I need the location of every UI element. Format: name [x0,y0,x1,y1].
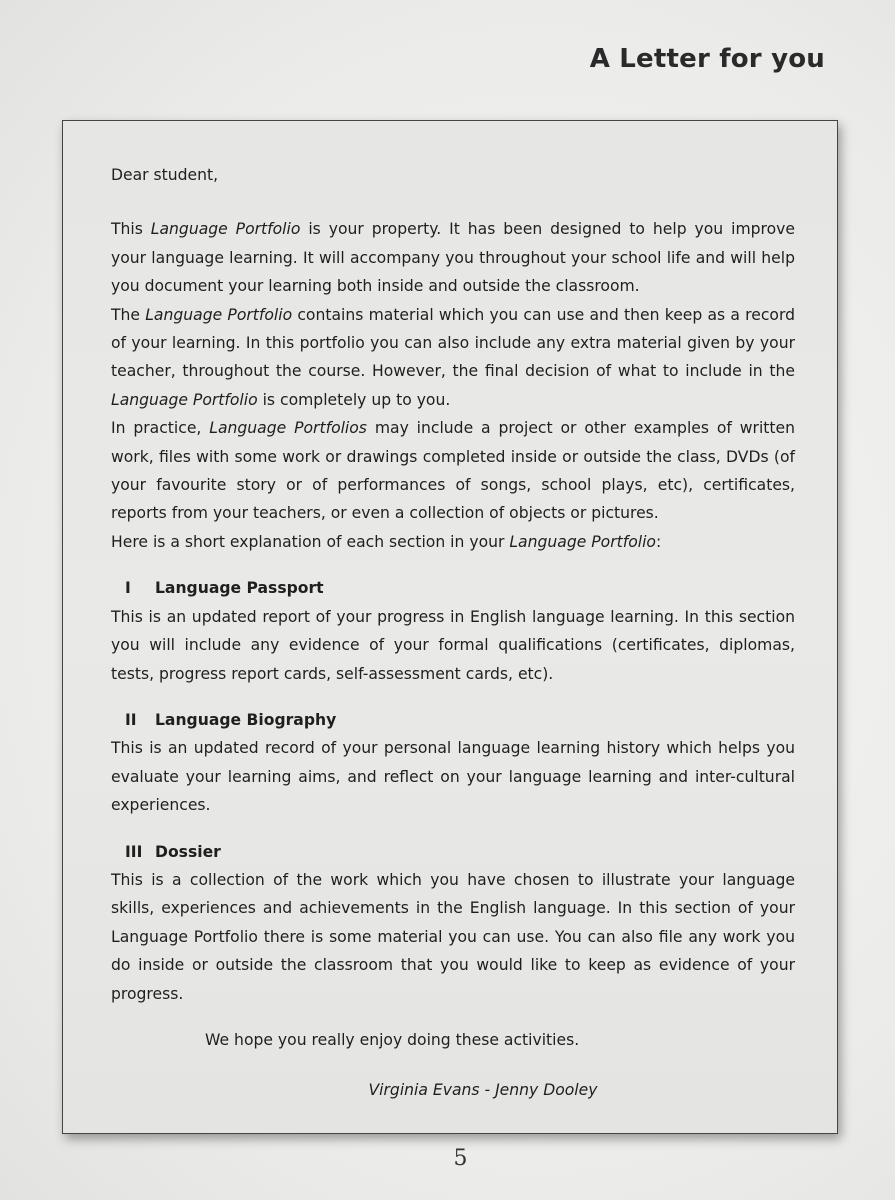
section-title: Language Biography [155,710,337,729]
text-run: is completely up to you. [257,390,451,409]
section-title: Language Passport [155,579,324,598]
intro-paragraph-1 [111,215,795,300]
text-run: Here is a short explanation of each section in your [111,532,510,551]
text-run: is your property. It has been designed to help you improve your language learning. It will accompany you throughout your school life and will help you document your learning both inside and outside the classroom. [111,220,795,296]
intro-paragraph-3 [111,414,795,528]
section-body-passport: This is an updated report of your progress in English language learning. In this section you will include any evidence of your formal qualifications (certificates, diplomas, tests, progress report cards, self-assessment cards, etc). [111,607,795,683]
letter-signature: Virginia Evans - Jenny Dooley [368,1081,598,1100]
intro-paragraph-2 [111,301,795,415]
intro-paragraph-4 [111,528,795,556]
portfolio-term: Language Portfolio [145,305,293,324]
section-numeral: III [125,842,143,861]
text-run: contains material which you can use and then keep as a record of your learning. In this portfolio you can also include any extra material given by your teacher, throughout the course. However, the final decision of what to include in the [111,305,795,381]
section-heading-dossier [111,838,795,866]
portfolio-term: Language Portfolios [209,419,367,438]
letter-panel [62,120,838,1134]
text-run: : [655,532,662,551]
text-run: may include a project or other examples of written work, files with some work or drawings completed inside or outside the class, DVDs (of your favourite story or of performances of songs, school plays, etc), certificates, reports from your teachers, or even a collection of objects or pictures. [111,419,795,523]
section-title: Dossier [155,842,221,861]
portfolio-term: Language Portfolio [150,220,301,239]
text-run: This [111,220,151,239]
section-heading-passport [111,574,795,602]
text-run: In practice, [111,419,210,438]
letter-body [111,161,795,1105]
page-number: 5 [453,1146,468,1171]
letter-greeting: Dear student, [111,166,219,184]
page-title: A Letter for you [589,44,825,74]
section-heading-biography [111,706,795,734]
portfolio-term: Language Portfolio [111,390,258,409]
text-run: The [111,305,146,324]
letter-closing: We hope you really enjoy doing these activities. [205,1030,580,1049]
section-body-dossier: This is a collection of the work which you have chosen to illustrate your language skills, experiences and achievements in the English language. In this section of your Language Portfolio there is some material you can use. You can also file any work you do inside or outside the classroom that you would like to keep as evidence of your progress. [111,870,795,1003]
section-numeral: II [125,710,137,729]
section-body-biography: This is an updated record of your personal language learning history which helps you evaluate your learning aims, and reflect on your language learning and inter-cultural experiences. [111,739,795,815]
section-numeral: I [125,579,131,598]
portfolio-term: Language Portfolio [509,532,656,551]
